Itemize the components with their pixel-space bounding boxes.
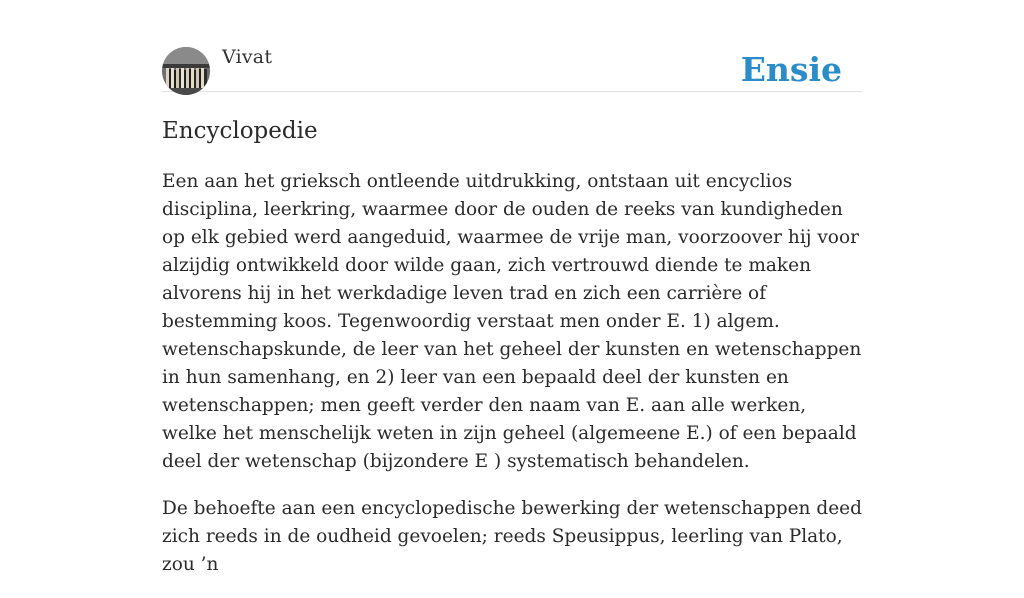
author-name[interactable]: Vivat (222, 46, 273, 68)
article-body (162, 168, 862, 598)
header (162, 0, 862, 92)
paragraph: De behoefte aan een encyclopedische bewerking der wetenschappen deed zich reeds in de oudheid gevoelen; reeds Speusippus, leerling van Plato, zou ’n (162, 498, 862, 575)
brand-logo[interactable]: Ensie (740, 50, 842, 89)
article-page (162, 0, 862, 575)
bookshelf-avatar-icon (162, 47, 210, 95)
author-avatar[interactable] (162, 47, 210, 95)
page-title: Encyclopedie (162, 118, 318, 144)
paragraph: Een aan het grieksch ontleende uitdrukking, ontstaan uit encyclios disciplina, leerkring, waarmee door de ouden de reeks van kundigheden op elk gebied werd aangeduid, waarmee de vrije man, voorzoover hij voor alzijdig ontwikkeld door wilde gaan, zich vertrouwd diende te maken alvorens hij in het werkdadige leven trad en zich een carrière of bestemming koos. Tegenwoordig verstaat men onder E. 1) algem. wetenschapskunde, de leer van het geheel der kunsten en wetenschappen in hun samenhang, en 2) leer van een bepaald deel der kunsten en wetenschappen; men geeft verder den naam van E. aan alle werken, welke het menschelijk weten in zijn geheel (algemeene E.) of een bepaald deel der wetenschap (bijzondere E ) systematisch behandelen. (162, 171, 862, 472)
